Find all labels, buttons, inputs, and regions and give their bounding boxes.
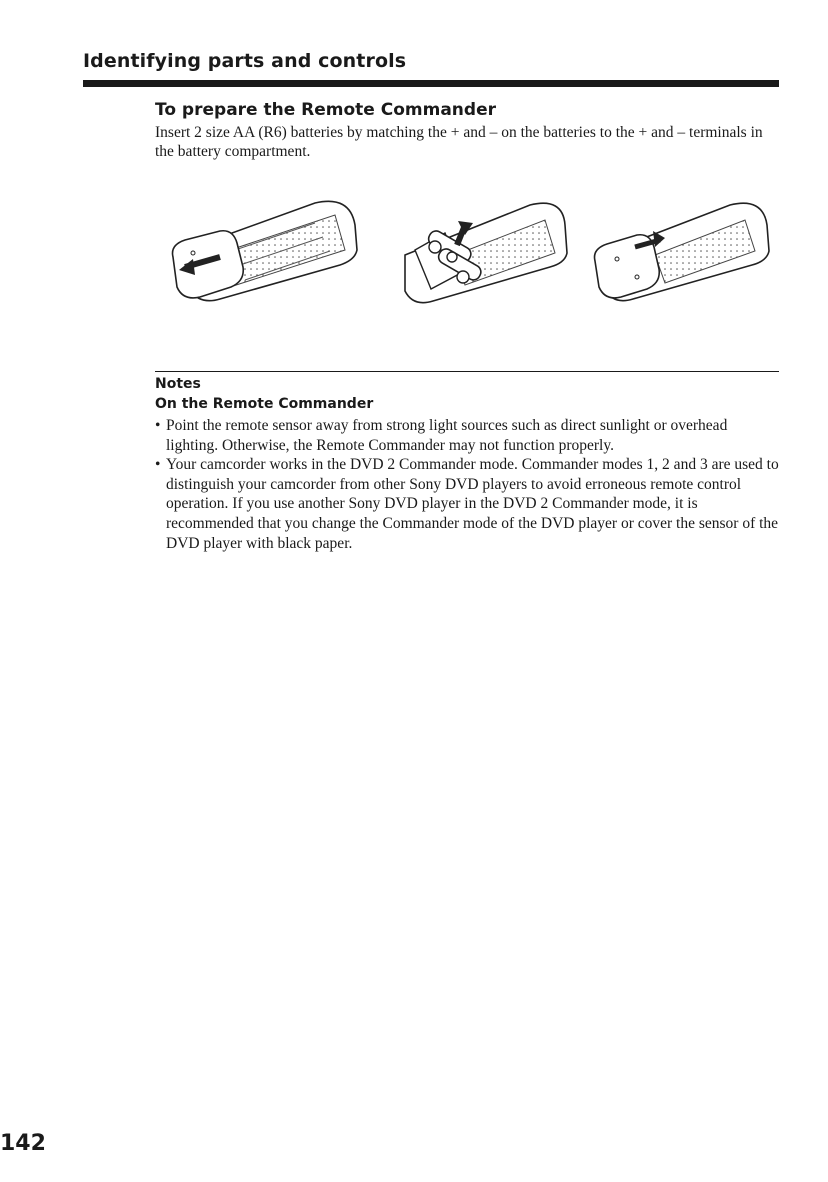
list-item (155, 455, 779, 553)
notes-subheading: On the Remote Commander (155, 396, 374, 412)
remote-insert-batteries-icon (405, 203, 567, 302)
notes-heading: Notes (155, 376, 201, 392)
note-text: Your camcorder works in the DVD 2 Commander mode. Commander modes 1, 2 and 3 are used to distinguish your camcorder from other Sony DVD players to avoid erroneous remote control operation. If you use another Sony DVD player in the DVD 2 Commander mode, it is recommended that you change the Commander mode of the DVD player or cover the sensor of the DVD player with black paper. (166, 456, 779, 552)
note-text: Point the remote sensor away from strong light sources such as direct sunlight or overhead lighting. Otherwise, the Remote Commander may not function properly. (166, 417, 728, 454)
page-number: 142 (0, 1131, 46, 1156)
page-header-title: Identifying parts and controls (83, 50, 407, 72)
intro-paragraph: Insert 2 size AA (R6) batteries by matching the + and – on the batteries to the + and – terminals in the battery compartment. (155, 124, 763, 160)
bullet-icon: • (155, 417, 161, 434)
section-title: To prepare the Remote Commander (155, 100, 496, 120)
header-rule (83, 80, 779, 87)
list-item (155, 416, 779, 455)
remote-close-cover-icon (595, 203, 770, 300)
notes-list (155, 416, 779, 553)
bullet-icon: • (155, 456, 161, 474)
battery-installation-figure (165, 195, 785, 315)
notes-rule (155, 371, 779, 372)
remote-open-cover-icon (173, 201, 358, 300)
